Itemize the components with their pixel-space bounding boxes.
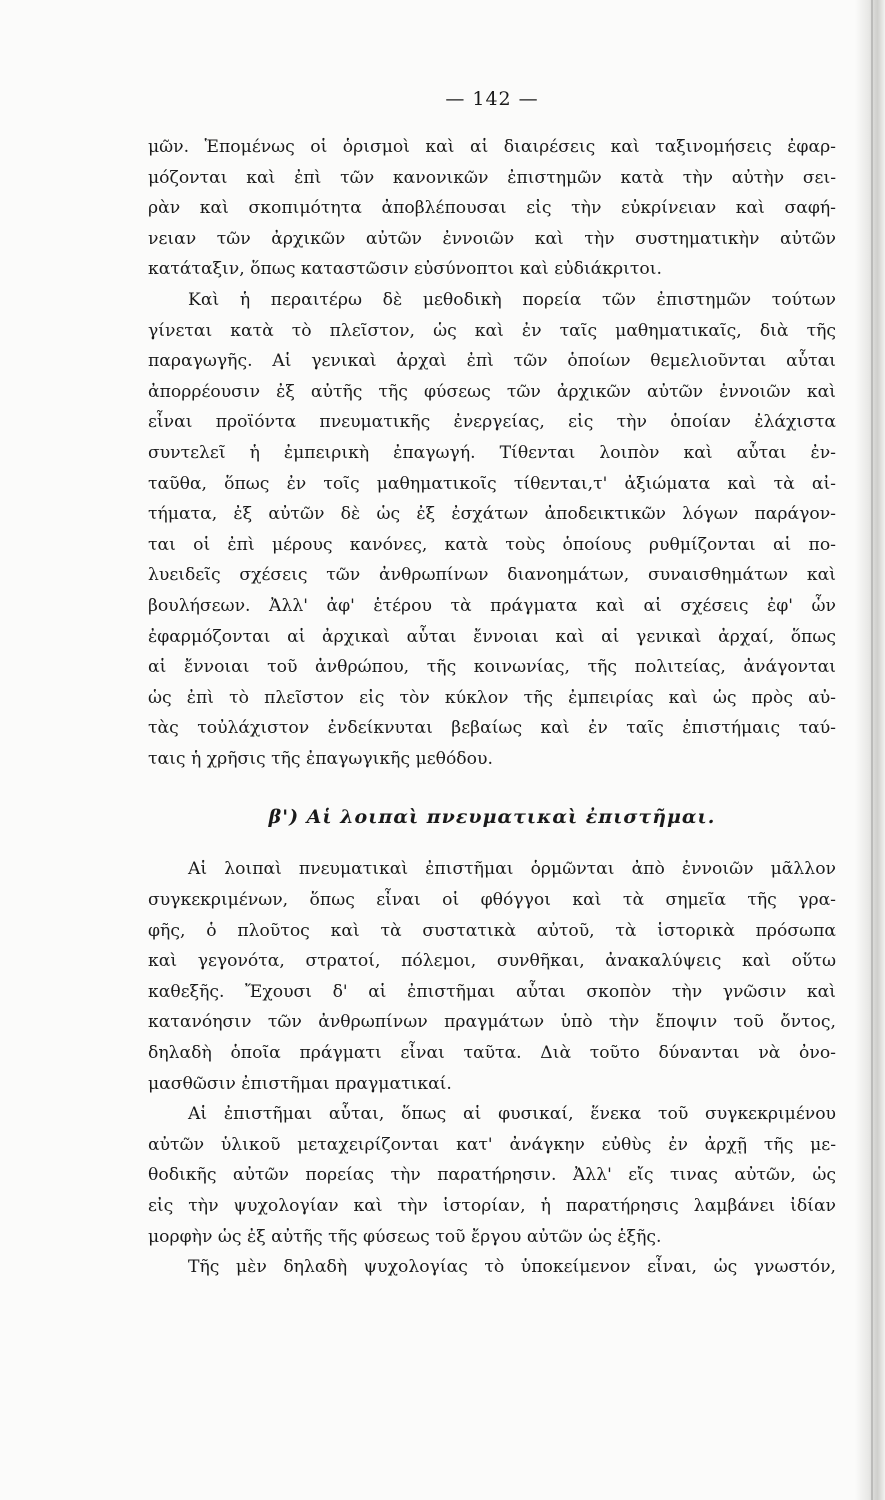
- text-line: βουλήσεων. Ἀλλ' ἀφ' ἑτέρου τὰ πράγματα καὶ αἱ σχέσεις ἐφ' ὧν: [148, 595, 836, 616]
- text-line: ται οἱ ἐπὶ μέρους κανόνες, κατὰ τοὺς ὁποίους ρυθμίζονται αἱ πο-: [148, 534, 836, 555]
- text-line: αἱ ἔννοιαι τοῦ ἀνθρώπου, τῆς κοινωνίας, τῆς πολιτείας, ἀνάγονται: [148, 657, 836, 678]
- paragraph-2: [148, 285, 836, 775]
- text-line: συγκεκριμένων, ὅπως εἶναι οἱ φθόγγοι καὶ τὰ σημεῖα τῆς γρα-: [148, 890, 836, 911]
- text-line: ταις ἡ χρῆσις τῆς ἐπαγωγικῆς μεθόδου.: [148, 748, 493, 769]
- text-line: Αἱ ἐπιστῆμαι αὗται, ὅπως αἱ φυσικαί, ἕνεκα τοῦ συγκεκριμένου: [188, 1104, 836, 1125]
- text-line: μορφὴν ὡς ἐξ αὐτῆς τῆς φύσεως τοῦ ἔργου αὐτῶν ὡς ἑξῆς.: [148, 1226, 662, 1247]
- page-number: — 142 —: [445, 88, 539, 110]
- text-line: παραγωγῆς. Αἱ γενικαὶ ἀρχαὶ ἐπὶ τῶν ὁποίων θεμελιοῦνται αὗται: [148, 351, 836, 372]
- paragraph-4: [148, 1099, 836, 1252]
- text-line: τήματα, ἐξ αὐτῶν δὲ ὡς ἐξ ἐσχάτων ἀποδεικτικῶν λόγων παράγον-: [148, 504, 836, 525]
- text-line: ἀπορρέουσιν ἐξ αὐτῆς τῆς φύσεως τῶν ἀρχικῶν αὐτῶν ἐννοιῶν καὶ: [148, 381, 836, 402]
- text-line: ὡς ἐπὶ τὸ πλεῖστον εἰς τὸν κύκλον τῆς ἐμπειρίας καὶ ὡς πρὸς αὐ-: [148, 687, 836, 708]
- text-line: ταῦθα, ὅπως ἐν τοῖς μαθηματικοῖς τίθενται,τ' ἀξιώματα καὶ τὰ αἰ-: [148, 473, 836, 494]
- paragraph-5: [148, 1252, 836, 1283]
- text-line: νειαν τῶν ἀρχικῶν αὐτῶν ἐννοιῶν καὶ τὴν συστηματικὴν αὐτῶν: [148, 228, 836, 249]
- text-line: συντελεῖ ἡ ἐμπειρικὴ ἐπαγωγή. Τίθενται λοιπὸν καὶ αὗται ἐν-: [148, 442, 836, 463]
- page-edge-line: [871, 0, 873, 1500]
- text-line: καὶ γεγονότα, στρατοί, πόλεμοι, συνθῆκαι, ἀνακαλύψεις καὶ οὕτω: [148, 951, 836, 972]
- text-block: [148, 84, 836, 1283]
- text-line: γίνεται κατὰ τὸ πλεῖστον, ὡς καὶ ἐν ταῖς μαθηματικαῖς, διὰ τῆς: [148, 320, 836, 341]
- text-line: αὐτῶν ὑλικοῦ μεταχειρίζονται κατ' ἀνάγκην εὐθὺς ἐν ἀρχῇ τῆς με-: [148, 1134, 836, 1155]
- section-heading: β') Αἱ λοιπαὶ πνευματικαὶ ἐπιστῆμαι.: [268, 806, 716, 829]
- text-line: λυειδεῖς σχέσεις τῶν ἀνθρωπίνων διανοημάτων, συναισθημάτων καὶ: [148, 565, 836, 586]
- text-line: τὰς τοὐλάχιστον ἐνδείκνυται βεβαίως καὶ ἐν ταῖς ἐπιστήμαις ταύ-: [148, 718, 836, 739]
- text-line: Καὶ ἡ περαιτέρω δὲ μεθοδικὴ πορεία τῶν ἐπιστημῶν τούτων: [188, 289, 836, 310]
- text-line: Τῆς μὲν δηλαδὴ ψυχολογίας τὸ ὑποκείμενον εἶναι, ὡς γνωστόν,: [188, 1257, 836, 1278]
- text-line: δηλαδὴ ὁποῖα πράγματι εἶναι ταῦτα. Διὰ τοῦτο δύνανται νὰ ὀνο-: [148, 1043, 836, 1064]
- paragraph-3: [148, 854, 836, 1099]
- text-line: καθεξῆς. Ἔχουσι δ' αἱ ἐπιστῆμαι αὗται σκοπὸν τὴν γνῶσιν καὶ: [148, 981, 836, 1002]
- text-line: Αἱ λοιπαὶ πνευματικαὶ ἐπιστῆμαι ὁρμῶνται ἀπὸ ἐννοιῶν μᾶλλον: [188, 859, 836, 880]
- text-line: κατανόησιν τῶν ἀνθρωπίνων πραγμάτων ὑπὸ τὴν ἔποψιν τοῦ ὄντος,: [148, 1012, 836, 1033]
- paragraph-1: [148, 132, 836, 285]
- page-edge-shadow: [855, 0, 885, 1500]
- text-line: θοδικῆς αὐτῶν πορείας τὴν παρατήρησιν. Ἀλλ' εἴς τινας αὐτῶν, ὡς: [148, 1165, 836, 1186]
- text-line: κατάταξιν, ὅπως καταστῶσιν εὐσύνοπτοι καὶ εὐδιάκριτοι.: [148, 259, 662, 280]
- text-line: εἰς τὴν ψυχολογίαν καὶ τὴν ἱστορίαν, ἡ παρατήρησις λαμβάνει ἰδίαν: [148, 1196, 836, 1216]
- text-line: ρὰν καὶ σκοπιμότητα ἀποβλέπουσαι εἰς τὴν εὐκρίνειαν καὶ σαφή-: [148, 198, 836, 219]
- text-line: εἶναι προϊόντα πνευματικῆς ἐνεργείας, εἰς τὴν ὁποίαν ἐλάχιστα: [148, 412, 836, 433]
- text-line: μόζονται καὶ ἐπὶ τῶν κανονικῶν ἐπιστημῶν κατὰ τὴν αὐτὴν σει-: [148, 167, 836, 188]
- text-line: ἐφαρμόζονται αἱ ἀρχικαὶ αὗται ἔννοιαι καὶ αἱ γενικαὶ ἀρχαί, ὅπως: [148, 626, 836, 647]
- text-line: μασθῶσιν ἐπιστῆμαι πραγματικαί.: [148, 1073, 452, 1094]
- text-line: φῆς, ὁ πλοῦτος καὶ τὰ συστατικὰ αὐτοῦ, τὰ ἱστορικὰ πρόσωπα: [148, 920, 836, 941]
- text-line: μῶν. Ἑπομένως οἱ ὁρισμοὶ καὶ αἱ διαιρέσεις καὶ ταξινομήσεις ἐφαρ-: [148, 137, 836, 157]
